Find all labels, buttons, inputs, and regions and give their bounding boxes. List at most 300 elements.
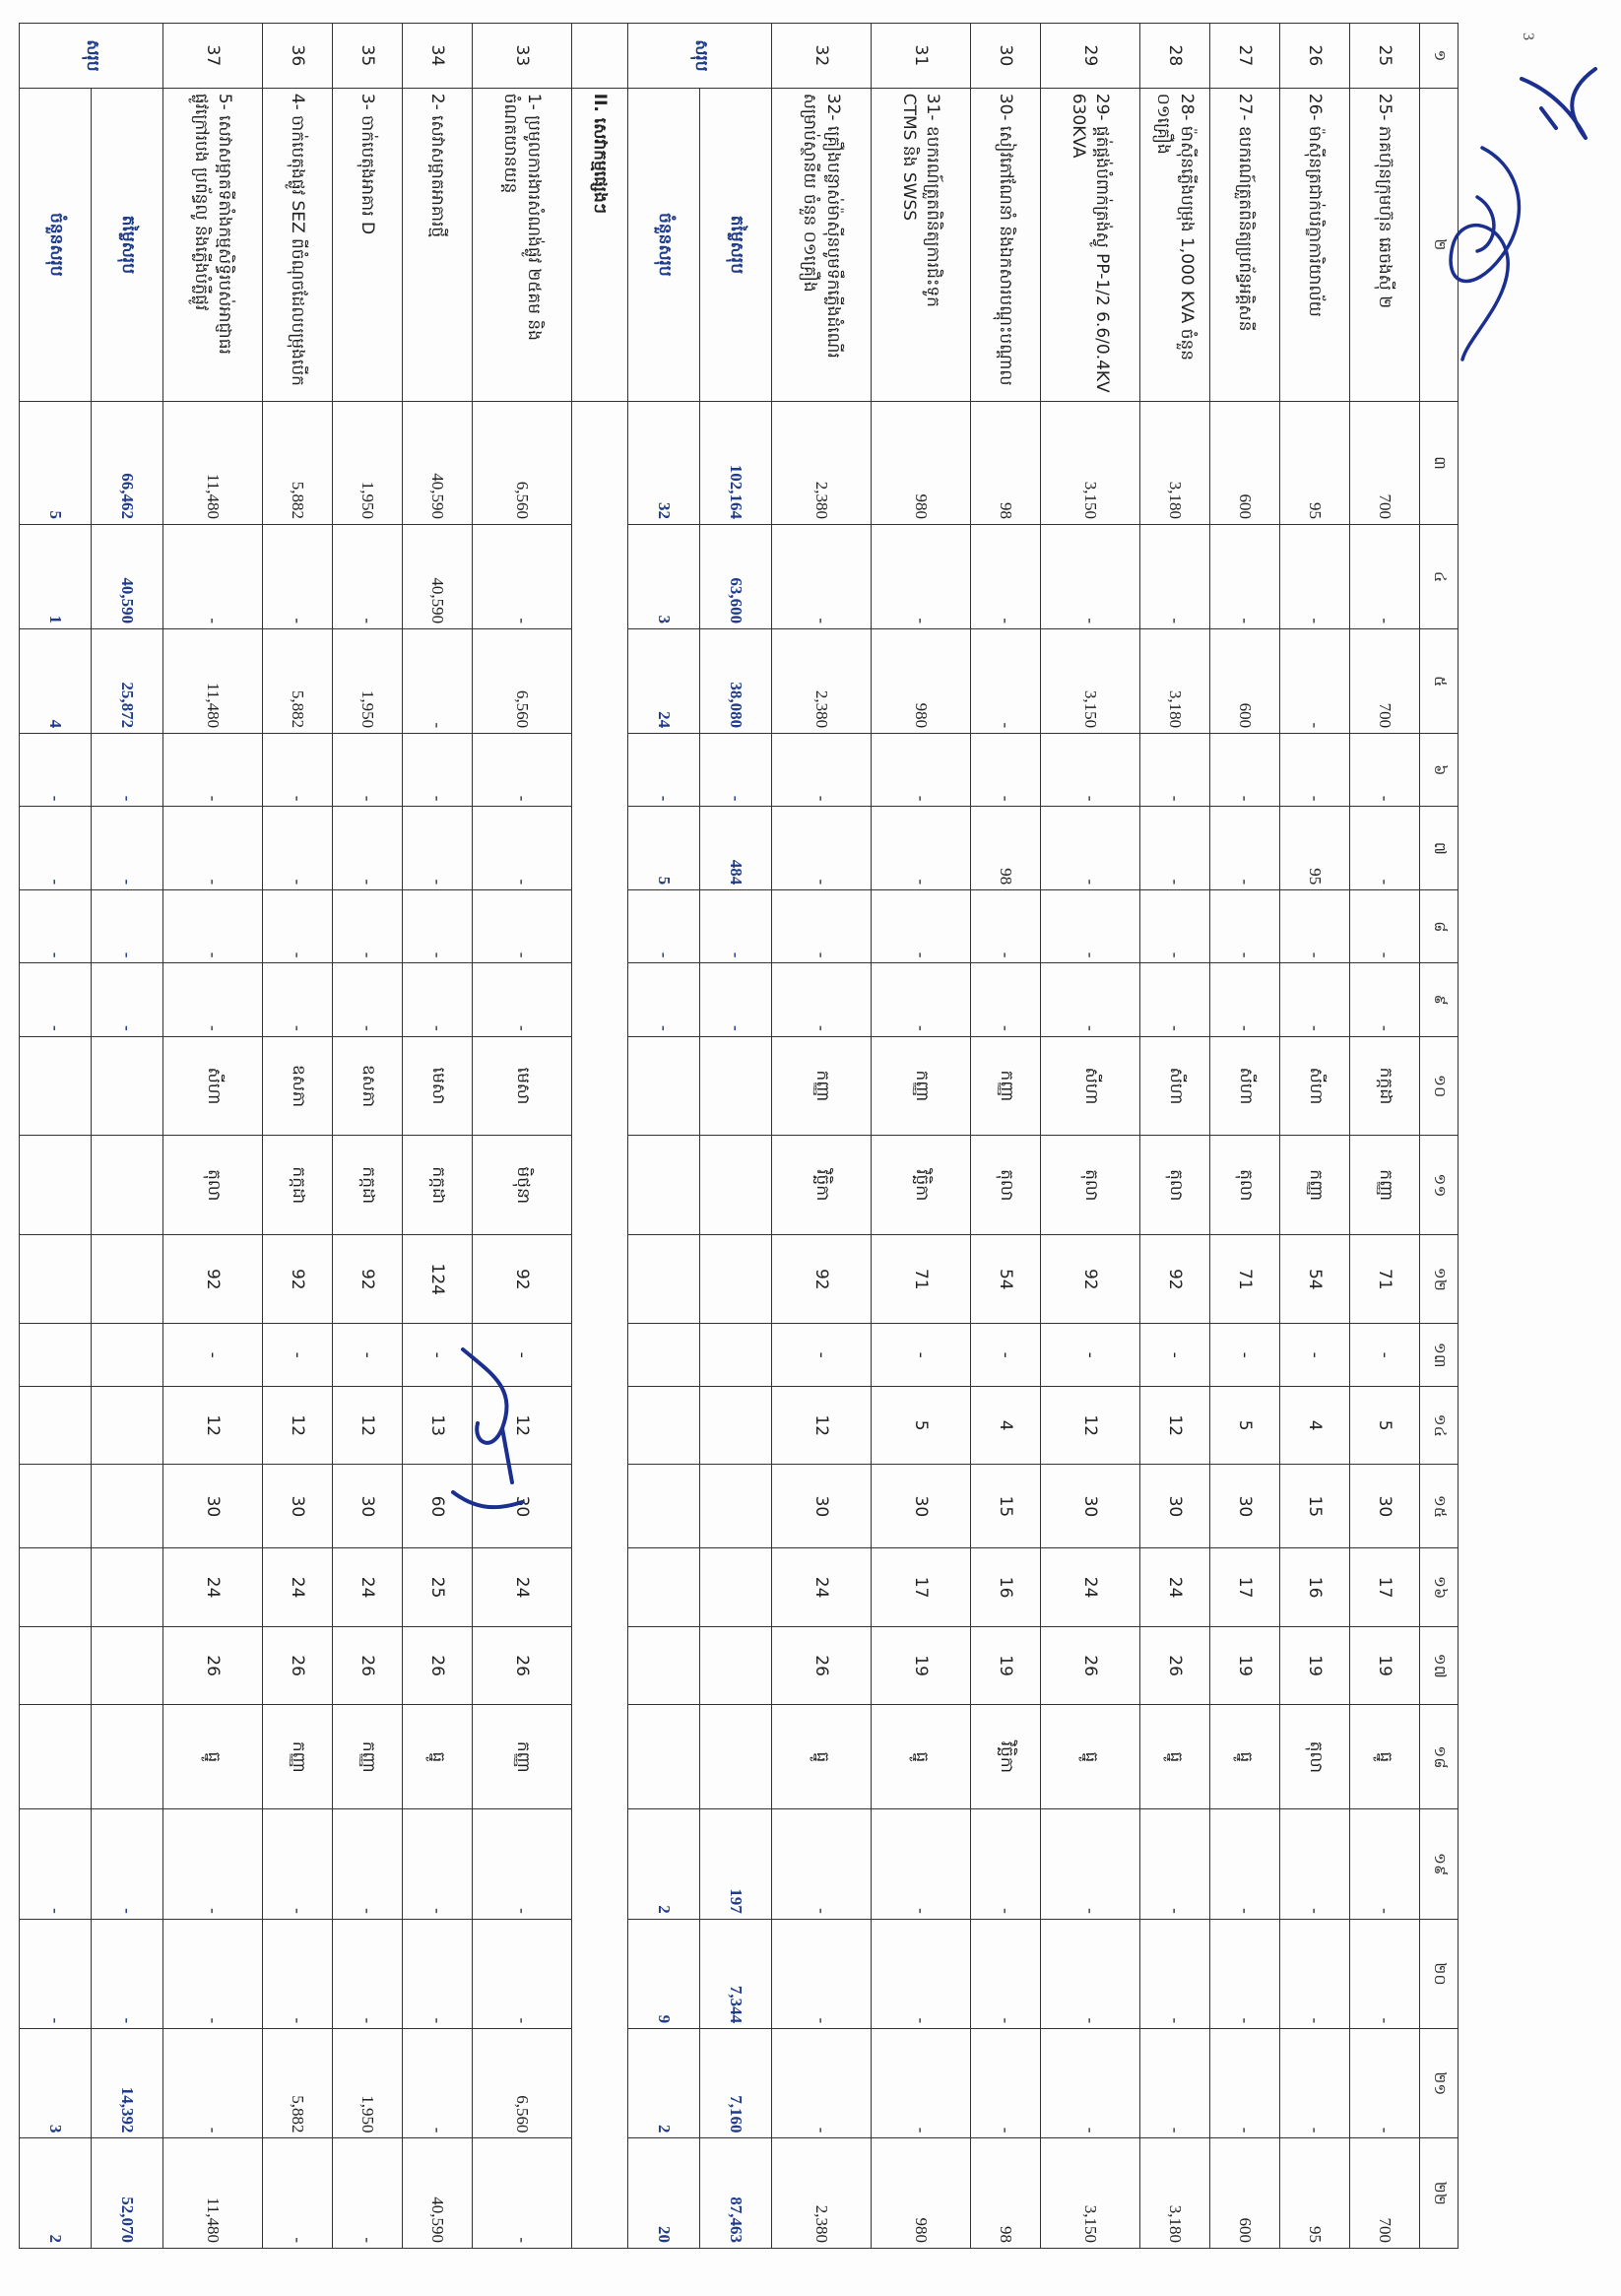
empty-cell (92, 1235, 163, 1324)
cell: 600 (1210, 629, 1280, 734)
section-title: II. សេវាកម្មផ្សេងៗ (572, 88, 628, 401)
cell: - (333, 734, 403, 807)
cell: - (1280, 890, 1350, 963)
cell: - (971, 963, 1041, 1036)
table-row (1210, 24, 1280, 2249)
cell: សីហា (1280, 1036, 1350, 1136)
total-cell: 63,600 (700, 525, 772, 629)
summary-label: សរុប (20, 24, 163, 89)
empty-cell (628, 1036, 700, 1136)
summary-amount-row (700, 24, 772, 2249)
cell: តុលា (1140, 1136, 1210, 1235)
summary-amount-row (92, 24, 163, 2249)
cell: 2,380 (772, 629, 872, 734)
count-cell: - (628, 963, 700, 1036)
table-row (872, 24, 971, 2249)
header-cell: ១១ (1420, 1136, 1459, 1235)
cell: 12 (163, 1386, 263, 1465)
cell: 30 (1350, 1465, 1420, 1548)
cell: 19 (971, 1626, 1041, 1705)
cell: - (1280, 1919, 1350, 2028)
cell: 980 (872, 401, 971, 524)
table-row (473, 24, 572, 2249)
cell: តុលា (971, 1136, 1041, 1235)
empty-cell (700, 1324, 772, 1387)
cell: - (872, 734, 971, 807)
item-description (473, 88, 572, 401)
total-cell: 197 (700, 1809, 772, 1919)
empty-cell (20, 1036, 92, 1136)
empty-cell (628, 1705, 700, 1809)
cell: - (163, 890, 263, 963)
summary-label: សរុប (628, 24, 772, 89)
row-number: 26 (1280, 24, 1350, 89)
row-number: 34 (403, 24, 473, 89)
header-cell: ២២ (1420, 2138, 1459, 2249)
cell: 5,882 (263, 2029, 333, 2138)
cell: កញ្ញា (1350, 1136, 1420, 1235)
cell: 26 (403, 1626, 473, 1705)
cell: - (772, 2029, 872, 2138)
cell: 1,950 (333, 2029, 403, 2138)
cell: - (1210, 2029, 1280, 2138)
cell: 40,590 (403, 401, 473, 524)
cell: 3,150 (1041, 629, 1140, 734)
cell: 3,180 (1140, 401, 1210, 524)
cell: 19 (1210, 1626, 1280, 1705)
cell: មេសា (473, 1036, 572, 1136)
empty-cell (92, 1386, 163, 1465)
cell: - (1140, 1919, 1210, 2028)
cell: ឧសភា (263, 1036, 333, 1136)
cell: - (1140, 890, 1210, 963)
empty-cell (20, 1626, 92, 1705)
cell: - (772, 1324, 872, 1387)
cell: - (1280, 525, 1350, 629)
count-cell: 2 (20, 2138, 92, 2249)
item-description: 2- សេវាសម្អាតអាគារថ្មី (403, 88, 473, 401)
row-number: 25 (1350, 24, 1420, 89)
empty-cell (92, 1136, 163, 1235)
header-cell: ៩ (1420, 963, 1459, 1036)
cell: ធ្នូ (403, 1705, 473, 1809)
cell: 3,150 (1041, 401, 1140, 524)
cell: - (1350, 525, 1420, 629)
cell: 16 (971, 1548, 1041, 1627)
cell: - (333, 890, 403, 963)
empty-cell (20, 1324, 92, 1387)
cell: - (872, 1919, 971, 2028)
row-number: 33 (473, 24, 572, 89)
cell: - (1210, 807, 1280, 890)
row-number: 37 (163, 24, 263, 89)
table-row (971, 24, 1041, 2249)
item-description (1041, 88, 1140, 401)
cell: - (473, 525, 572, 629)
cell: - (263, 890, 333, 963)
header-cell: ៨ (1420, 890, 1459, 963)
cell: - (1350, 734, 1420, 807)
cell: វិច្ឆិកា (971, 1705, 1041, 1809)
cell: - (1280, 1809, 1350, 1919)
cell: - (263, 1324, 333, 1387)
cell: - (1140, 1324, 1210, 1387)
cell: - (403, 890, 473, 963)
cell: សីហា (1210, 1036, 1280, 1136)
cell: - (971, 1324, 1041, 1387)
cell: - (772, 807, 872, 890)
cell: - (1041, 890, 1140, 963)
total-cell: - (92, 1809, 163, 1919)
cell: កញ្ញា (263, 1705, 333, 1809)
cell: 12 (333, 1386, 403, 1465)
cell: ឧសភា (333, 1036, 403, 1136)
count-cell: 4 (20, 629, 92, 734)
cell: 30 (263, 1465, 333, 1548)
cell: 15 (1280, 1465, 1350, 1548)
cell: 24 (263, 1548, 333, 1627)
cell: 25 (403, 1548, 473, 1627)
desc-line: 630KVA (1069, 93, 1088, 159)
cell: - (333, 1809, 403, 1919)
empty-cell (700, 1465, 772, 1548)
cell: - (1041, 1809, 1140, 1919)
cell: 92 (263, 1235, 333, 1324)
table-row (333, 24, 403, 2249)
cell: - (333, 963, 403, 1036)
total-cell: 52,070 (92, 2138, 163, 2249)
cell: - (971, 1809, 1041, 1919)
cell: 24 (1140, 1548, 1210, 1627)
empty-cell (628, 1386, 700, 1465)
rotated-table-sheet (40, 23, 1459, 2249)
cell: មេសា (403, 1036, 473, 1136)
total-cell: 40,590 (92, 525, 163, 629)
count-cell: 3 (20, 2029, 92, 2138)
item-description: 4- ចាក់បេតុងផ្លូវ SEZ ពីចំណុចដែលបម្រុងបើក (263, 88, 333, 401)
cell: 92 (473, 1235, 572, 1324)
desc-line: សម្រាប់ស្ថានីយ ចំនួន ០១គ្រឿង (800, 93, 819, 293)
cell: - (163, 1809, 263, 1919)
cell: 54 (971, 1235, 1041, 1324)
table-row (1041, 24, 1140, 2249)
cell: ធ្នូ (772, 1705, 872, 1809)
empty-cell (20, 1705, 92, 1809)
header-cell: ២ (1420, 88, 1459, 401)
cell: - (1350, 807, 1420, 890)
total-cell: 14,392 (92, 2029, 163, 2138)
cell: កក្កដា (333, 1136, 403, 1235)
cell: 12 (263, 1386, 333, 1465)
cell: - (333, 807, 403, 890)
summary-count-row (20, 24, 92, 2249)
cell: - (403, 1919, 473, 2028)
count-cell: - (20, 890, 92, 963)
cell: មិថុនា (473, 1136, 572, 1235)
cell: - (1350, 963, 1420, 1036)
cell: - (772, 963, 872, 1036)
count-cell: 2 (628, 2029, 700, 2138)
table-row (1280, 24, 1350, 2249)
cell: - (473, 807, 572, 890)
cell: 26 (263, 1626, 333, 1705)
total-cell: 7,344 (700, 1919, 772, 2028)
item-description: 28- ម៉ាស៊ីនភ្លើងបម្រុង 1,000 KVA ចំនួន ០១គ្រឿង (1140, 88, 1210, 401)
cell: 5 (872, 1386, 971, 1465)
cell: - (1140, 1809, 1210, 1919)
cell: - (333, 525, 403, 629)
empty-cell (700, 1548, 772, 1627)
cell: - (772, 525, 872, 629)
header-cell: ១៦ (1420, 1548, 1459, 1627)
cell: វិច្ឆិកា (772, 1136, 872, 1235)
desc-line: 32- គ្រឿងបន្លាស់ម៉ាស៊ីនបូមទឹកភ្លើងដំណើរ (823, 93, 843, 359)
cell: សីហា (1041, 1036, 1140, 1136)
cell: - (263, 525, 333, 629)
cell: - (1210, 1324, 1280, 1387)
cell: - (971, 629, 1041, 734)
empty-cell (92, 1548, 163, 1627)
cell: 30 (163, 1465, 263, 1548)
cell: 92 (772, 1235, 872, 1324)
cell: 40,590 (403, 525, 473, 629)
cell: - (263, 2138, 333, 2249)
item-description: 30- សៀវភៅណែនាំ និងឯកសារបណ្តុះបណ្តាល (971, 88, 1041, 401)
row-number: 32 (772, 24, 872, 89)
cell: 12 (772, 1386, 872, 1465)
cell: 1,950 (333, 401, 403, 524)
count-cell: - (628, 734, 700, 807)
count-cell: - (20, 963, 92, 1036)
cell: កក្កដា (1350, 1036, 1420, 1136)
empty-cell (628, 1548, 700, 1627)
cell: 11,480 (163, 629, 263, 734)
empty-cell (628, 1235, 700, 1324)
cell: - (263, 734, 333, 807)
cell: ធ្នូ (1140, 1705, 1210, 1809)
header-cell: ១៥ (1420, 1465, 1459, 1548)
total-cell: - (92, 807, 163, 890)
total-cell: - (92, 890, 163, 963)
empty-span (572, 401, 628, 2248)
cell: 95 (1280, 401, 1350, 524)
cell: - (473, 1324, 572, 1387)
empty-cell (20, 1548, 92, 1627)
cell: 11,480 (163, 401, 263, 524)
cell: - (872, 1809, 971, 1919)
count-cell: 5 (628, 807, 700, 890)
cell: 700 (1350, 401, 1420, 524)
count-cell: 24 (628, 629, 700, 734)
cell: - (1140, 2029, 1210, 2138)
cell: 26 (333, 1626, 403, 1705)
empty-cell (20, 1136, 92, 1235)
empty-cell (20, 1386, 92, 1465)
cell: 4 (1280, 1386, 1350, 1465)
cell: 700 (1350, 629, 1420, 734)
empty-cell (628, 1465, 700, 1548)
cell: សីហា (163, 1036, 263, 1136)
cell: 17 (872, 1548, 971, 1627)
cell: 17 (1210, 1548, 1280, 1627)
count-cell: - (20, 1919, 92, 2028)
header-cell: ១៧ (1420, 1626, 1459, 1705)
item-description: 26- ម៉ាស៊ីនត្រជាក់បរិក្ខាការិយាល័យ (1280, 88, 1350, 401)
row-number: 31 (872, 24, 971, 89)
header-cell: ៤ (1420, 525, 1459, 629)
header-cell: ២១ (1420, 2029, 1459, 2138)
cell: - (163, 807, 263, 890)
row-number: 35 (333, 24, 403, 89)
cell: - (163, 1919, 263, 2028)
cell: 26 (1140, 1626, 1210, 1705)
cell: - (772, 890, 872, 963)
cell: 600 (1210, 2138, 1280, 2249)
signature-stroke (1451, 148, 1519, 360)
cell: - (1041, 963, 1140, 1036)
cell: - (971, 1919, 1041, 2028)
count-cell: 20 (628, 2138, 700, 2249)
amount-total-label: តម្លៃសរុប (92, 88, 163, 401)
cell: - (772, 734, 872, 807)
cell: 5,882 (263, 401, 333, 524)
table-row (403, 24, 473, 2249)
cell: 12 (1140, 1386, 1210, 1465)
cell: 24 (1041, 1548, 1140, 1627)
cell: 124 (403, 1235, 473, 1324)
cell: - (1280, 734, 1350, 807)
table-row (163, 24, 263, 2249)
row-number: 29 (1041, 24, 1140, 89)
cell: - (1041, 1919, 1140, 2028)
cell: កញ្ញា (971, 1036, 1041, 1136)
cell: - (1280, 629, 1350, 734)
cell: 2,380 (772, 401, 872, 524)
empty-cell (92, 1465, 163, 1548)
empty-cell (92, 1036, 163, 1136)
table-row (772, 24, 872, 2249)
cell: - (1350, 1324, 1420, 1387)
total-cell: 102,164 (700, 401, 772, 524)
cell: - (1280, 2029, 1350, 2138)
summary-count-row (628, 24, 700, 2249)
cell: 95 (1280, 807, 1350, 890)
cell: - (1041, 1324, 1140, 1387)
total-cell: 25,872 (92, 629, 163, 734)
cell: - (333, 2138, 403, 2249)
desc-line: 31- ឧបករណ៍ត្រួតពិនិត្យការជិះទូក (923, 93, 942, 307)
cell: 3,150 (1041, 2138, 1140, 2249)
cell: 5 (1210, 1386, 1280, 1465)
total-cell: - (92, 734, 163, 807)
cell: 98 (971, 401, 1041, 524)
empty-cell (628, 1136, 700, 1235)
cell: - (163, 963, 263, 1036)
cell: 6,560 (473, 401, 572, 524)
cell: 2,380 (772, 2138, 872, 2249)
cell: - (1350, 2029, 1420, 2138)
count-cell: 1 (20, 525, 92, 629)
cell: 4 (971, 1386, 1041, 1465)
cell: 30 (872, 1465, 971, 1548)
signature-loops (1423, 138, 1541, 364)
total-cell: - (92, 1919, 163, 2028)
cell: - (872, 525, 971, 629)
cell: វិច្ឆិកា (872, 1136, 971, 1235)
header-cell: ៧ (1420, 807, 1459, 890)
cell: - (1210, 1809, 1280, 1919)
cell: - (872, 807, 971, 890)
desc-line: ផ្លូវក្រៅរបង ប្រព័ន្ធលូ និងភ្លើងបំភ្លឺផ្លូវ (191, 93, 211, 311)
cell: 6,560 (473, 2029, 572, 2138)
cell: - (1041, 2029, 1140, 2138)
header-cell: ១៣ (1420, 1324, 1459, 1387)
total-cell: - (700, 963, 772, 1036)
header-cell: ១៤ (1420, 1386, 1459, 1465)
desc-line: 29- ផ្គត់ផ្គង់បំពាក់ត្រង់ស្វូ PP-1/2 6.6/0.4KV (1092, 93, 1112, 393)
row-number: 28 (1140, 24, 1210, 89)
cell: 16 (1280, 1548, 1350, 1627)
header-cell: ១២ (1420, 1235, 1459, 1324)
total-cell: - (92, 963, 163, 1036)
cell: កញ្ញា (1280, 1136, 1350, 1235)
cell: 12 (473, 1386, 572, 1465)
cell: សីហា (1140, 1036, 1210, 1136)
cell: 71 (872, 1235, 971, 1324)
cell: - (1140, 963, 1210, 1036)
count-total-label: ចំនួនសរុប (628, 88, 700, 401)
cell: - (1350, 890, 1420, 963)
cell: 700 (1350, 2138, 1420, 2249)
empty-cell (92, 1324, 163, 1387)
cell: 30 (333, 1465, 403, 1548)
cell: - (1210, 734, 1280, 807)
empty-cell (628, 1626, 700, 1705)
cell: 3,180 (1140, 629, 1210, 734)
cell: 71 (1350, 1235, 1420, 1324)
cell: - (1350, 1919, 1420, 2028)
cell: ធ្នូ (1210, 1705, 1280, 1809)
cell: 1,950 (333, 629, 403, 734)
procurement-plan-table (19, 23, 1459, 2249)
cell: - (403, 734, 473, 807)
header-cell: ១ (1420, 24, 1459, 89)
cell: - (1210, 963, 1280, 1036)
cell: 24 (473, 1548, 572, 1627)
cell: - (333, 1919, 403, 2028)
cell: - (473, 734, 572, 807)
empty-cell (700, 1705, 772, 1809)
cell: 19 (1350, 1626, 1420, 1705)
cell: ធ្នូ (872, 1705, 971, 1809)
cell: 30 (1041, 1465, 1140, 1548)
header-cell: ២០ (1420, 1919, 1459, 2028)
empty-cell (20, 1235, 92, 1324)
count-cell: - (628, 890, 700, 963)
cell: 30 (1210, 1465, 1280, 1548)
cell: - (473, 1809, 572, 1919)
cell: - (1210, 1919, 1280, 2028)
empty-cell (700, 1136, 772, 1235)
cell: - (772, 1919, 872, 2028)
total-cell: 66,462 (92, 401, 163, 524)
row-number: 36 (263, 24, 333, 89)
item-description: 27- ឧបករណ៍ត្រួតពិនិត្យប្រព័ន្ធអគ្គិសនី (1210, 88, 1280, 401)
cell: - (403, 629, 473, 734)
cell: 30 (772, 1465, 872, 1548)
item-description: 25- ភាគហ៊ុនក្រុមហ៊ុន ឆេចងស៊ី ២ (1350, 88, 1420, 401)
cell: - (403, 1809, 473, 1919)
